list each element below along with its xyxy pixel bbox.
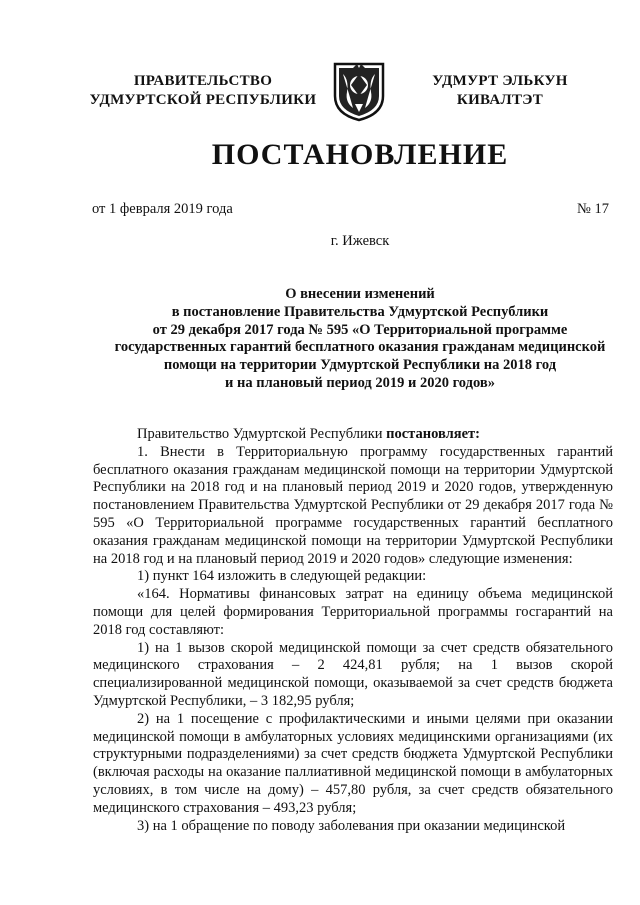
header-right-line1: УДМУРТ ЭЛЬКУН [432,73,568,89]
intro-text: Правительство Удмуртской Республики [137,426,387,442]
body-paragraph: «164. Нормативы финансовых затрат на единицу объема медицинской помощи для целей формирования Территориальной программы госгарантий на 2018 год составляют: [93,586,613,638]
document-body [93,426,613,835]
body-paragraph: 1) на 1 вызов скорой медицинской помощи за счет средств обязательного медицинского страхования – 2 424,81 рубля; на 1 вызов скорой специализированной медицинской помощи, оказываемой за счет средств бюджета Удмуртской Республики, – 3 182,95 рубля; [93,639,613,709]
subject-line: от 29 декабря 2017 года № 595 «О Территориальной программе [152,321,568,338]
intro-bold: постановляет: [386,426,480,442]
subject-line: государственных гарантий бесплатного оказания гражданам медицинской [114,339,606,356]
document-title: ПОСТАНОВЛЕНИЕ [211,138,509,171]
document-city: г. Ижевск [330,233,390,249]
document-subject [90,286,630,393]
subject-line: в постановление Правительства Удмуртской Республики [171,303,549,320]
subject-line: О внесении изменений [285,286,435,302]
body-paragraph: 3) на 1 обращение по поводу заболевания при оказании медицинской [137,817,566,834]
body-paragraph: 2) на 1 посещение с профилактическими и иными целями при оказании медицинской помощи в амбулаторных условиях медицинскими организациями (их структурными подразделениями) за счет средств бюджета Удмуртской Республики (включая расходы на оказание паллиативной медицинской помощи в амбулаторных условиях, в том числе на дому) – 457,80 рубля, за счет средств обязательного медицинского страхования – 493,23 рубля; [93,710,613,816]
header-left-line1: ПРАВИТЕЛЬСТВО [133,73,273,89]
header-government-ru [78,72,328,110]
body-paragraph: 1. Внести в Территориальную программу государственных гарантий бесплатного оказания гражданам медицинской помощи на территории Удмуртской Республики на 2018 год и на плановый период 2019 и 2020 годов, утвержденную постановлением Правительства Удмуртской Республики от 29 декабря 2017 года № 595 «О Территориальной программе государственных гарантий бесплатного оказания гражданам медицинской помощи на территории Удмуртской Республики на 2018 год и на плановый период 2019 и 2020 годов» следующие изменения: [93,443,613,567]
coat-of-arms-emblem [331,60,387,122]
intro-paragraph [93,426,613,444]
body-paragraph: 1) пункт 164 изложить в следующей редакции: [137,568,427,585]
header-government-udm [410,72,590,110]
document-number: № 17 [577,201,609,217]
header-left-line2: УДМУРТСКОЙ РЕСПУБЛИКИ [89,92,317,108]
subject-line: и на плановый период 2019 и 2020 годов» [225,374,495,391]
document-date: от 1 февраля 2019 года [92,201,233,217]
header-right-line2: КИВАЛТЭТ [456,92,544,108]
subject-line: помощи на территории Удмуртской Республики на 2018 год [163,357,557,374]
